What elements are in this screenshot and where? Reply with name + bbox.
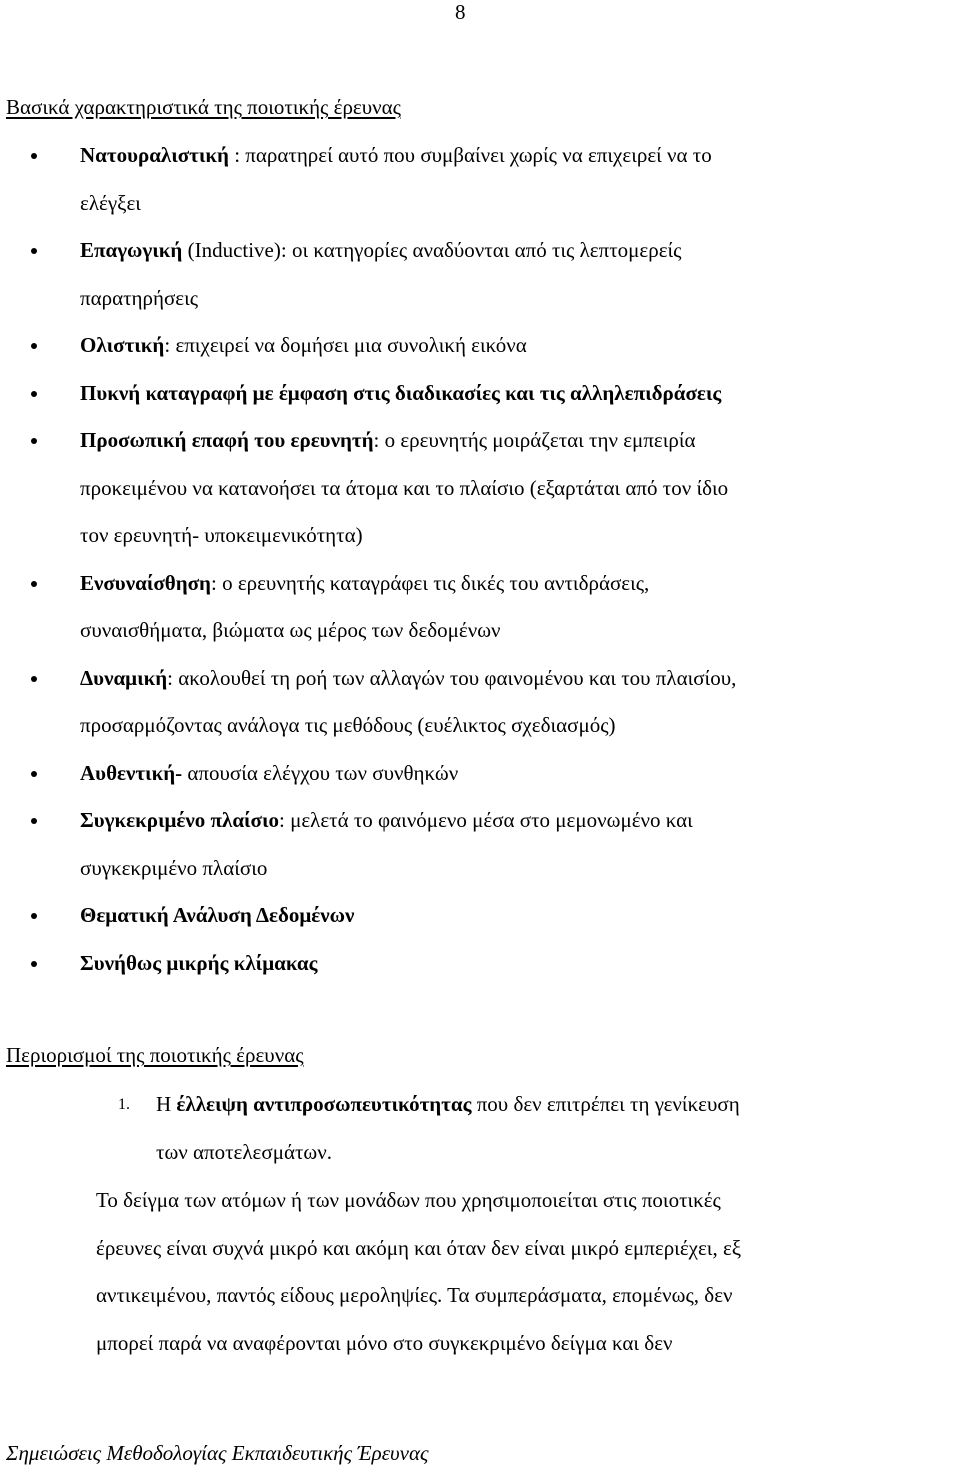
paragraph-line: αντικειμένου, παντός είδους μεροληψίες. Τα συμπεράσματα, επομένως, δεν — [96, 1283, 733, 1307]
list-item — [0, 132, 960, 227]
list-item — [0, 892, 960, 940]
item-term: Αυθεντική- — [80, 760, 183, 785]
paragraph-line: Το δείγμα των ατόμων ή των μονάδων που χρησιμοποιείται στις ποιοτικές — [96, 1188, 721, 1212]
item-text: απουσία ελέγχου των συνθηκών — [182, 760, 459, 785]
list-item — [0, 370, 960, 418]
list-item — [0, 940, 960, 988]
item-text: συναισθήματα, βιώματα ως μέρος των δεδομένων — [80, 618, 501, 642]
item-text: : παρατηρεί αυτό που συμβαίνει χωρίς να επιχειρεί να το — [228, 143, 712, 167]
item-text: : επιχειρεί να δομήσει μια συνολική εικόνα — [164, 333, 527, 357]
list-item — [0, 417, 960, 560]
list-item — [0, 1081, 960, 1176]
item-text: Η — [156, 1092, 177, 1116]
item-term: Θεματική Ανάλυση Δεδομένων — [80, 903, 355, 927]
item-text: ελέγξει — [80, 190, 141, 215]
item-text: που δεν επιτρέπει τη γενίκευση — [471, 1092, 740, 1116]
section-heading-limitations: Περιορισμοί της ποιοτικής έρευνας — [6, 1043, 304, 1067]
item-term: έλλειψη αντιπροσωπευτικότητας — [176, 1092, 472, 1116]
limitations-list — [0, 1081, 960, 1176]
section-heading-characteristics: Βασικά χαρακτηριστικά της ποιοτικής έρευνας — [6, 95, 401, 119]
page-footer: Σημειώσεις Μεθοδολογίας Εκπαιδευτικής Έρευνας — [6, 1441, 429, 1465]
item-term: Πυκνή καταγραφή με έμφαση στις διαδικασίες και τις αλληλεπιδράσεις — [80, 380, 722, 405]
body-paragraph — [96, 1177, 958, 1367]
item-text: : μελετά το φαινόμενο μέσα στο μεμονωμένο και — [279, 808, 693, 832]
paragraph-line: μπορεί παρά να αναφέρονται μόνο στο συγκεκριμένο δείγμα και δεν — [96, 1330, 673, 1355]
item-text: (Inductive): οι κατηγορίες αναδύονται από τις λεπτομερείς — [182, 238, 682, 262]
paragraph-line: έρευνες είναι συχνά μικρό και ακόμη και όταν δεν είναι μικρό εμπεριέχει, εξ — [96, 1235, 742, 1260]
item-text: : ο ερευνητής μοιράζεται την εμπειρία — [373, 428, 696, 452]
list-item — [0, 797, 960, 892]
item-text: προσαρμόζοντας ανάλογα τις μεθόδους (ευέλικτος σχεδιασμός) — [80, 713, 616, 737]
list-item — [0, 322, 960, 370]
list-item — [0, 227, 960, 322]
list-item — [0, 750, 960, 798]
item-text: : ακολουθεί τη ροή των αλλαγών του φαινομένου και του πλαισίου, — [167, 665, 737, 690]
item-text: παρατηρήσεις — [80, 285, 199, 310]
characteristics-list — [0, 132, 960, 987]
item-text: προκειμένου να κατανοήσει τα άτομα και το πλαίσιο (εξαρτάται από τον ίδιο — [80, 475, 729, 500]
list-item — [0, 655, 960, 750]
item-term: Συγκεκριμένο πλαίσιο — [80, 808, 279, 832]
item-text: συγκεκριμένο πλαίσιο — [80, 855, 268, 880]
item-term: Ολιστική — [80, 333, 165, 357]
item-term: Συνήθως μικρής κλίμακας — [80, 950, 318, 975]
item-term: Προσωπική επαφή του ερευνητή — [80, 428, 374, 452]
item-term: Επαγωγική — [80, 238, 183, 262]
item-term: Νατουραλιστική — [80, 143, 229, 167]
item-term: Δυναμική — [80, 665, 168, 690]
item-term: Ενσυναίσθηση — [80, 570, 211, 595]
item-text: : ο ερευνητής καταγράφει τις δικές του αντιδράσεις, — [210, 570, 650, 595]
page-number: 8 — [455, 0, 466, 24]
item-text: των αποτελεσμάτων. — [156, 1139, 332, 1164]
list-item — [0, 560, 960, 655]
item-number: 1. — [118, 1096, 130, 1113]
item-text: τον ερευνητή- υποκειμενικότητα) — [80, 523, 363, 547]
